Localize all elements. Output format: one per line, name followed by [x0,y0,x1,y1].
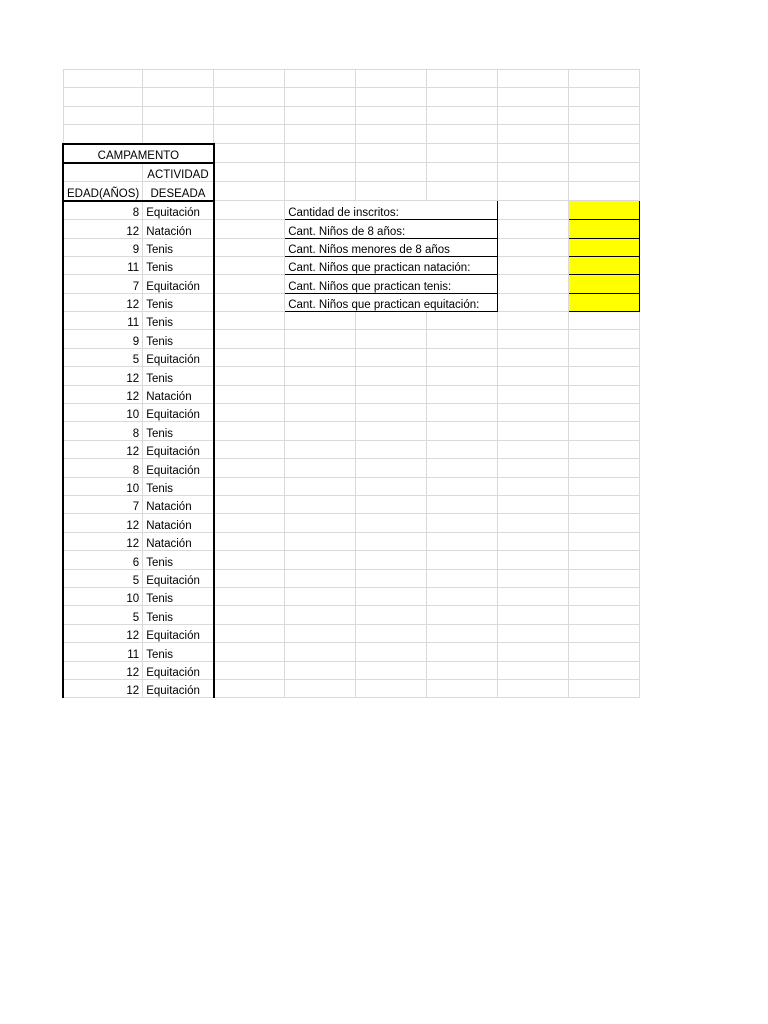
cell[interactable] [498,275,569,293]
cell[interactable] [356,606,427,624]
sheet-row [63,275,640,293]
cell[interactable] [498,70,569,88]
age-cell[interactable]: 8 [63,422,143,440]
cell[interactable] [427,422,498,440]
cell[interactable] [569,477,640,495]
cell[interactable] [285,624,356,642]
sheet-row [63,330,640,348]
cell[interactable] [427,404,498,422]
cell[interactable] [356,624,427,642]
activity-cell[interactable]: Tenis [143,422,214,440]
cell[interactable] [569,606,640,624]
cell[interactable] [498,679,569,697]
cell[interactable] [285,679,356,697]
cell[interactable] [214,88,285,106]
cell[interactable] [498,459,569,477]
cell[interactable] [214,459,285,477]
cell[interactable] [356,106,427,124]
sheet-row [63,679,640,697]
cell[interactable] [427,569,498,587]
sheet-row [63,348,640,366]
cell[interactable] [427,367,498,385]
sheet-row [63,182,640,201]
activity-header-line2[interactable]: DESEADA [143,182,214,201]
activity-cell[interactable]: Tenis [143,477,214,495]
activity-cell[interactable]: Tenis [143,367,214,385]
cell[interactable] [498,330,569,348]
cell[interactable] [356,422,427,440]
cell[interactable] [498,385,569,403]
cell[interactable] [214,348,285,366]
cell[interactable] [214,163,285,182]
cell[interactable] [214,385,285,403]
activity-cell[interactable]: Tenis [143,551,214,569]
cell[interactable] [498,125,569,144]
cell[interactable] [214,275,285,293]
activity-cell[interactable]: Tenis [143,312,214,330]
cell[interactable] [214,330,285,348]
cell[interactable] [356,532,427,550]
cell[interactable] [427,440,498,458]
sheet-row [63,312,640,330]
cell[interactable] [285,385,356,403]
question-label: Cant. Niños que practican tenis: [285,275,498,293]
cell[interactable] [569,163,640,182]
cell[interactable] [356,330,427,348]
cell[interactable] [569,661,640,679]
cell[interactable] [356,88,427,106]
activity-cell[interactable]: Tenis [143,330,214,348]
sheet-row [63,88,640,106]
cell[interactable] [63,88,143,106]
cell[interactable] [214,422,285,440]
activity-cell[interactable]: Natación [143,514,214,532]
cell[interactable] [427,144,498,163]
cell[interactable] [427,477,498,495]
cell[interactable] [214,404,285,422]
age-cell[interactable]: 10 [63,477,143,495]
cell[interactable] [498,477,569,495]
cell[interactable] [356,182,427,201]
cell[interactable] [569,182,640,201]
answer-cell[interactable] [569,275,640,293]
cell[interactable] [498,182,569,201]
sheet-row [63,163,640,182]
cell[interactable] [569,348,640,366]
cell[interactable] [427,385,498,403]
cell[interactable] [285,569,356,587]
age-cell[interactable]: 11 [63,643,143,661]
cell[interactable] [427,606,498,624]
age-cell[interactable]: 6 [63,551,143,569]
cell[interactable] [427,106,498,124]
cell[interactable] [214,125,285,144]
question-label: Cantidad de inscritos: [285,201,498,220]
cell[interactable] [427,70,498,88]
cell[interactable] [356,587,427,605]
cell[interactable] [569,125,640,144]
cell[interactable] [569,385,640,403]
age-cell[interactable]: 9 [63,238,143,256]
sheet-row [63,144,640,163]
sheet-row [63,106,640,124]
cell[interactable] [427,125,498,144]
cell[interactable] [214,587,285,605]
cell[interactable] [356,495,427,513]
age-cell[interactable]: 12 [63,220,143,238]
cell[interactable] [569,495,640,513]
cell[interactable] [285,587,356,605]
cell[interactable] [214,201,285,220]
cell[interactable] [498,495,569,513]
cell[interactable] [214,624,285,642]
answer-cell[interactable] [569,238,640,256]
sheet-row [63,125,640,144]
cell[interactable] [356,661,427,679]
cell[interactable] [569,643,640,661]
cell[interactable] [356,404,427,422]
cell[interactable] [285,606,356,624]
age-cell[interactable]: 12 [63,385,143,403]
age-cell[interactable]: 7 [63,275,143,293]
cell[interactable] [569,312,640,330]
cell[interactable] [285,70,356,88]
cell[interactable] [427,182,498,201]
cell[interactable] [427,661,498,679]
cell[interactable] [63,106,143,124]
cell[interactable] [498,440,569,458]
cell[interactable] [214,220,285,238]
cell[interactable] [214,144,285,163]
sheet-row [63,532,640,550]
question-label: Cant. Niños que practican natación: [285,256,498,274]
cell[interactable] [498,643,569,661]
cell[interactable] [569,514,640,532]
cell[interactable] [498,220,569,238]
activity-cell[interactable]: Equitación [143,275,214,293]
answer-cell[interactable] [569,220,640,238]
cell[interactable] [356,679,427,697]
age-cell[interactable]: 9 [63,330,143,348]
age-cell[interactable]: 5 [63,569,143,587]
cell[interactable] [63,70,143,88]
cell[interactable] [285,348,356,366]
age-cell[interactable]: 11 [63,256,143,274]
cell[interactable] [285,440,356,458]
table-title[interactable]: CAMPAMENTO [63,144,214,163]
cell[interactable] [214,532,285,550]
cell[interactable] [427,532,498,550]
cell[interactable] [214,477,285,495]
answer-cell[interactable] [569,201,640,220]
cell[interactable] [427,643,498,661]
cell[interactable] [356,440,427,458]
sheet-row [63,293,640,311]
cell[interactable] [498,293,569,311]
cell[interactable] [498,624,569,642]
activity-cell[interactable]: Equitación [143,624,214,642]
activity-cell[interactable]: Equitación [143,440,214,458]
sheet-row [63,606,640,624]
sheet-row [63,238,640,256]
cell[interactable] [569,459,640,477]
age-cell[interactable]: 8 [63,459,143,477]
cell[interactable] [498,256,569,274]
age-cell[interactable]: 12 [63,624,143,642]
activity-cell[interactable]: Natación [143,220,214,238]
activity-cell[interactable]: Natación [143,495,214,513]
sheet-row [63,404,640,422]
cell[interactable] [214,312,285,330]
cell[interactable] [498,569,569,587]
question-label: Cant. Niños de 8 años: [285,220,498,238]
cell[interactable] [285,330,356,348]
cell[interactable] [427,163,498,182]
cell[interactable] [498,367,569,385]
cell[interactable] [285,182,356,201]
cell[interactable] [214,606,285,624]
cell[interactable] [427,348,498,366]
cell[interactable] [214,70,285,88]
age-cell[interactable]: 12 [63,293,143,311]
cell[interactable] [569,88,640,106]
cell[interactable] [356,514,427,532]
cell[interactable] [498,163,569,182]
age-cell[interactable]: 12 [63,514,143,532]
sheet-row [63,643,640,661]
sheet-row [63,459,640,477]
sheet-row [63,220,640,238]
cell[interactable] [285,125,356,144]
cell[interactable] [427,330,498,348]
cell[interactable] [569,330,640,348]
cell[interactable] [356,125,427,144]
cell[interactable] [569,624,640,642]
sheet-row [63,201,640,220]
cell[interactable] [285,551,356,569]
answer-cell[interactable] [569,256,640,274]
cell[interactable] [214,182,285,201]
age-cell[interactable]: 12 [63,532,143,550]
cell[interactable] [285,106,356,124]
cell[interactable] [214,514,285,532]
cell[interactable] [285,163,356,182]
age-cell[interactable]: 10 [63,404,143,422]
sheet-row [63,569,640,587]
cell[interactable] [285,404,356,422]
activity-cell[interactable]: Natación [143,532,214,550]
cell[interactable] [427,459,498,477]
spreadsheet-grid [62,69,640,698]
cell[interactable] [427,312,498,330]
cell[interactable] [498,312,569,330]
cell[interactable] [285,514,356,532]
cell[interactable] [569,679,640,697]
activity-cell[interactable]: Equitación [143,404,214,422]
age-cell[interactable]: 10 [63,587,143,605]
activity-cell[interactable]: Equitación [143,661,214,679]
sheet-row [63,477,640,495]
cell[interactable] [427,514,498,532]
cell[interactable] [427,624,498,642]
cell[interactable] [569,422,640,440]
cell[interactable] [569,587,640,605]
sheet-row [63,551,640,569]
cell[interactable] [285,495,356,513]
cell[interactable] [498,201,569,220]
cell[interactable] [285,422,356,440]
cell[interactable] [569,106,640,124]
cell[interactable] [214,551,285,569]
cell[interactable] [214,643,285,661]
cell[interactable] [214,256,285,274]
activity-cell[interactable]: Equitación [143,459,214,477]
question-label: Cant. Niños menores de 8 años [285,238,498,256]
cell[interactable] [285,144,356,163]
sheet-row [63,422,640,440]
cell[interactable] [427,88,498,106]
cell[interactable] [498,88,569,106]
age-cell[interactable]: 12 [63,440,143,458]
cell[interactable] [569,70,640,88]
activity-cell[interactable]: Natación [143,385,214,403]
activity-cell[interactable]: Tenis [143,238,214,256]
cell[interactable] [498,106,569,124]
age-cell[interactable]: 12 [63,367,143,385]
cell[interactable] [356,569,427,587]
cell[interactable] [498,551,569,569]
cell[interactable] [356,163,427,182]
cell[interactable] [214,569,285,587]
answer-cell[interactable] [569,293,640,311]
cell[interactable] [356,367,427,385]
age-cell[interactable]: 12 [63,679,143,697]
cell[interactable] [285,367,356,385]
cell[interactable] [285,459,356,477]
cell[interactable] [143,88,214,106]
cell[interactable] [143,125,214,144]
cell[interactable] [63,125,143,144]
cell[interactable] [214,367,285,385]
activity-cell[interactable]: Equitación [143,679,214,697]
sheet-row [63,385,640,403]
activity-cell[interactable]: Equitación [143,348,214,366]
cell[interactable] [285,661,356,679]
cell[interactable] [569,440,640,458]
cell[interactable] [498,661,569,679]
cell[interactable] [356,70,427,88]
activity-cell[interactable]: Equitación [143,569,214,587]
cell[interactable] [143,106,214,124]
activity-cell[interactable]: Equitación [143,201,214,220]
cell[interactable] [498,404,569,422]
cell[interactable] [214,495,285,513]
cell[interactable] [427,495,498,513]
cell[interactable] [285,88,356,106]
activity-cell[interactable]: Tenis [143,256,214,274]
cell[interactable] [356,459,427,477]
cell[interactable] [498,238,569,256]
cell[interactable] [498,606,569,624]
age-cell[interactable]: 11 [63,312,143,330]
age-header[interactable]: EDAD(AÑOS) [63,182,143,201]
cell[interactable] [214,238,285,256]
age-cell[interactable]: 5 [63,606,143,624]
age-cell[interactable]: 12 [63,661,143,679]
cell[interactable] [214,293,285,311]
cell[interactable] [498,144,569,163]
sheet-row [63,367,640,385]
cell[interactable] [356,312,427,330]
cell[interactable] [356,551,427,569]
cell[interactable] [427,587,498,605]
header-spacer[interactable] [63,163,143,182]
cell[interactable] [569,144,640,163]
cell[interactable] [569,404,640,422]
cell[interactable] [356,477,427,495]
cell[interactable] [214,440,285,458]
cell[interactable] [143,70,214,88]
cell[interactable] [285,312,356,330]
sheet-row [63,624,640,642]
cell[interactable] [285,532,356,550]
cell[interactable] [285,477,356,495]
sheet-row [63,256,640,274]
activity-cell[interactable]: Tenis [143,606,214,624]
age-cell[interactable]: 5 [63,348,143,366]
cell[interactable] [356,643,427,661]
cell[interactable] [498,587,569,605]
sheet-row [63,661,640,679]
cell[interactable] [498,348,569,366]
cell[interactable] [356,385,427,403]
sheet-row [63,70,640,88]
activity-cell[interactable]: Tenis [143,293,214,311]
cell[interactable] [569,551,640,569]
sheet-row [63,514,640,532]
cell[interactable] [214,106,285,124]
sheet-row [63,587,640,605]
cell[interactable] [498,514,569,532]
age-cell[interactable]: 8 [63,201,143,220]
sheet-row [63,440,640,458]
sheet-row [63,495,640,513]
cell[interactable] [214,661,285,679]
cell[interactable] [214,679,285,697]
activity-cell[interactable]: Tenis [143,643,214,661]
cell[interactable] [569,569,640,587]
cell[interactable] [427,679,498,697]
cell[interactable] [498,422,569,440]
cell[interactable] [569,367,640,385]
cell[interactable] [498,532,569,550]
cell[interactable] [356,348,427,366]
cell[interactable] [356,144,427,163]
cell[interactable] [285,643,356,661]
activity-cell[interactable]: Tenis [143,587,214,605]
age-cell[interactable]: 7 [63,495,143,513]
question-label: Cant. Niños que practican equitación: [285,293,498,311]
cell[interactable] [569,532,640,550]
activity-header-line1[interactable]: ACTIVIDAD [143,163,214,182]
cell[interactable] [427,551,498,569]
